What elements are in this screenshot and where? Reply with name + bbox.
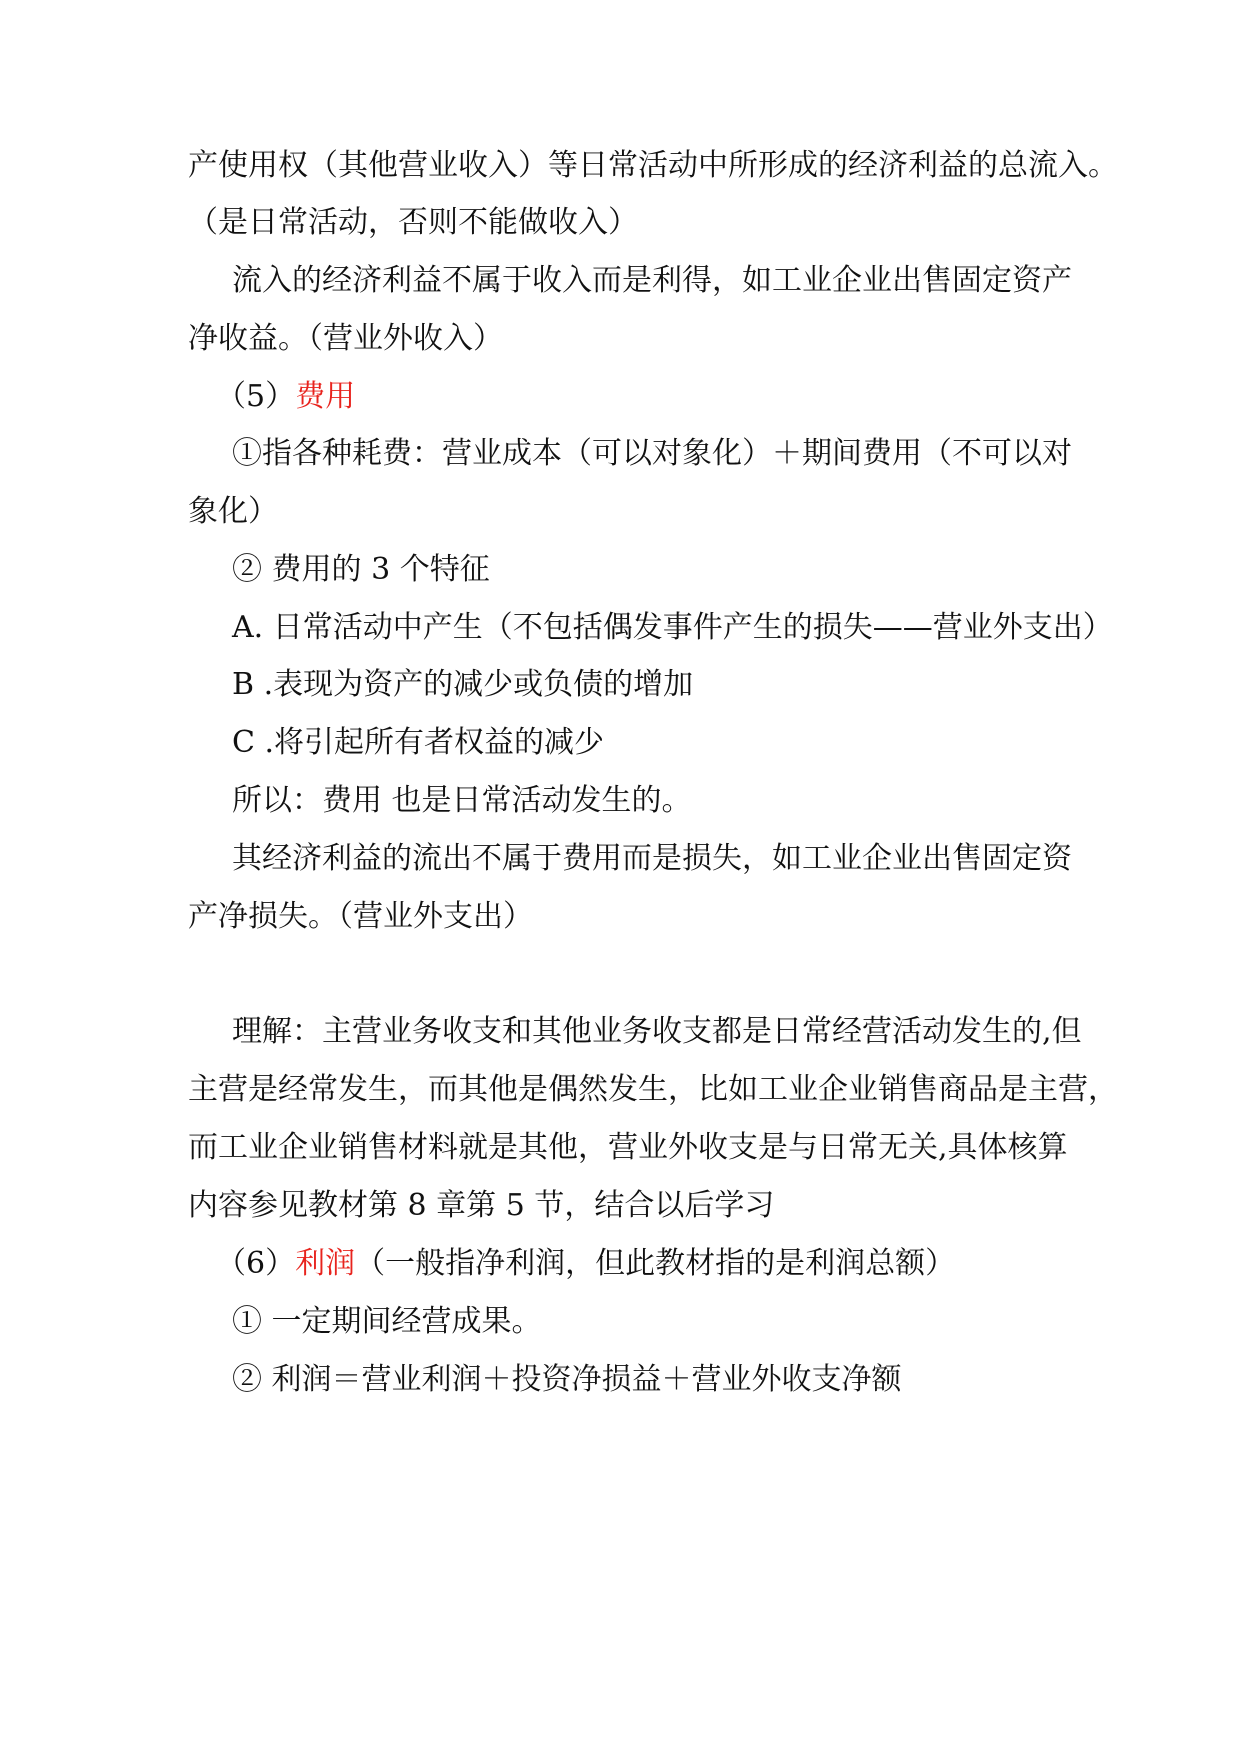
paragraph-line: 流入的经济利益不属于收入而是利得，如工业企业出售固定资产: [232, 263, 1072, 298]
paragraph-line: 象化）: [188, 494, 278, 529]
list-item: C .将引起所有者权益的减少: [232, 725, 605, 760]
list-item: B .表现为资产的减少或负债的增加: [232, 667, 694, 702]
section-title: 利润: [295, 1246, 356, 1281]
paragraph-line: 净收益。（营业外收入）: [188, 321, 503, 356]
paragraph-line: ①指各种耗费：营业成本（可以对象化）＋期间费用（不可以对: [232, 436, 1072, 471]
paragraph-line: 理解：主营业务收支和其他业务收支都是日常经营活动发生的,但: [232, 1014, 1082, 1049]
section-5-heading: [216, 377, 1052, 417]
section-title: 费用: [295, 379, 356, 414]
paragraph-line: 内容参见教材第 8 章第 5 节，结合以后学习: [188, 1188, 775, 1223]
section-number: （5）: [216, 379, 296, 414]
section-note: （一般指净利润，但此教材指的是利润总额）: [355, 1246, 956, 1281]
list-item: ② 费用的 3 个特征: [232, 552, 490, 587]
paragraph-line: 而工业企业销售材料就是其他，营业外收支是与日常无关,具体核算: [188, 1130, 1068, 1165]
list-item: ① 一定期间经营成果。: [232, 1304, 542, 1339]
paragraph-line: 其经济利益的流出不属于费用而是损失，如工业企业出售固定资: [232, 841, 1072, 876]
paragraph-line: 所以：费用 也是日常活动发生的。: [232, 783, 692, 818]
paragraph-line: （是日常活动，否则不能做收入）: [188, 205, 638, 240]
section-number: （6）: [216, 1246, 296, 1281]
paragraph-line: 产使用权（其他营业收入）等日常活动中所形成的经济利益的总流入。: [188, 148, 1118, 183]
paragraph-line: 产净损失。（营业外支出）: [188, 899, 533, 934]
section-6-heading: [216, 1244, 1052, 1284]
paragraph-line: 主营是经常发生，而其他是偶然发生，比如工业企业销售商品是主营，: [188, 1072, 1118, 1107]
list-item: ② 利润＝营业利润＋投资净损益＋营业外收支净额: [232, 1362, 902, 1397]
list-item: A. 日常活动中产生（不包括偶发事件产生的损失——营业外支出）: [232, 610, 1113, 645]
